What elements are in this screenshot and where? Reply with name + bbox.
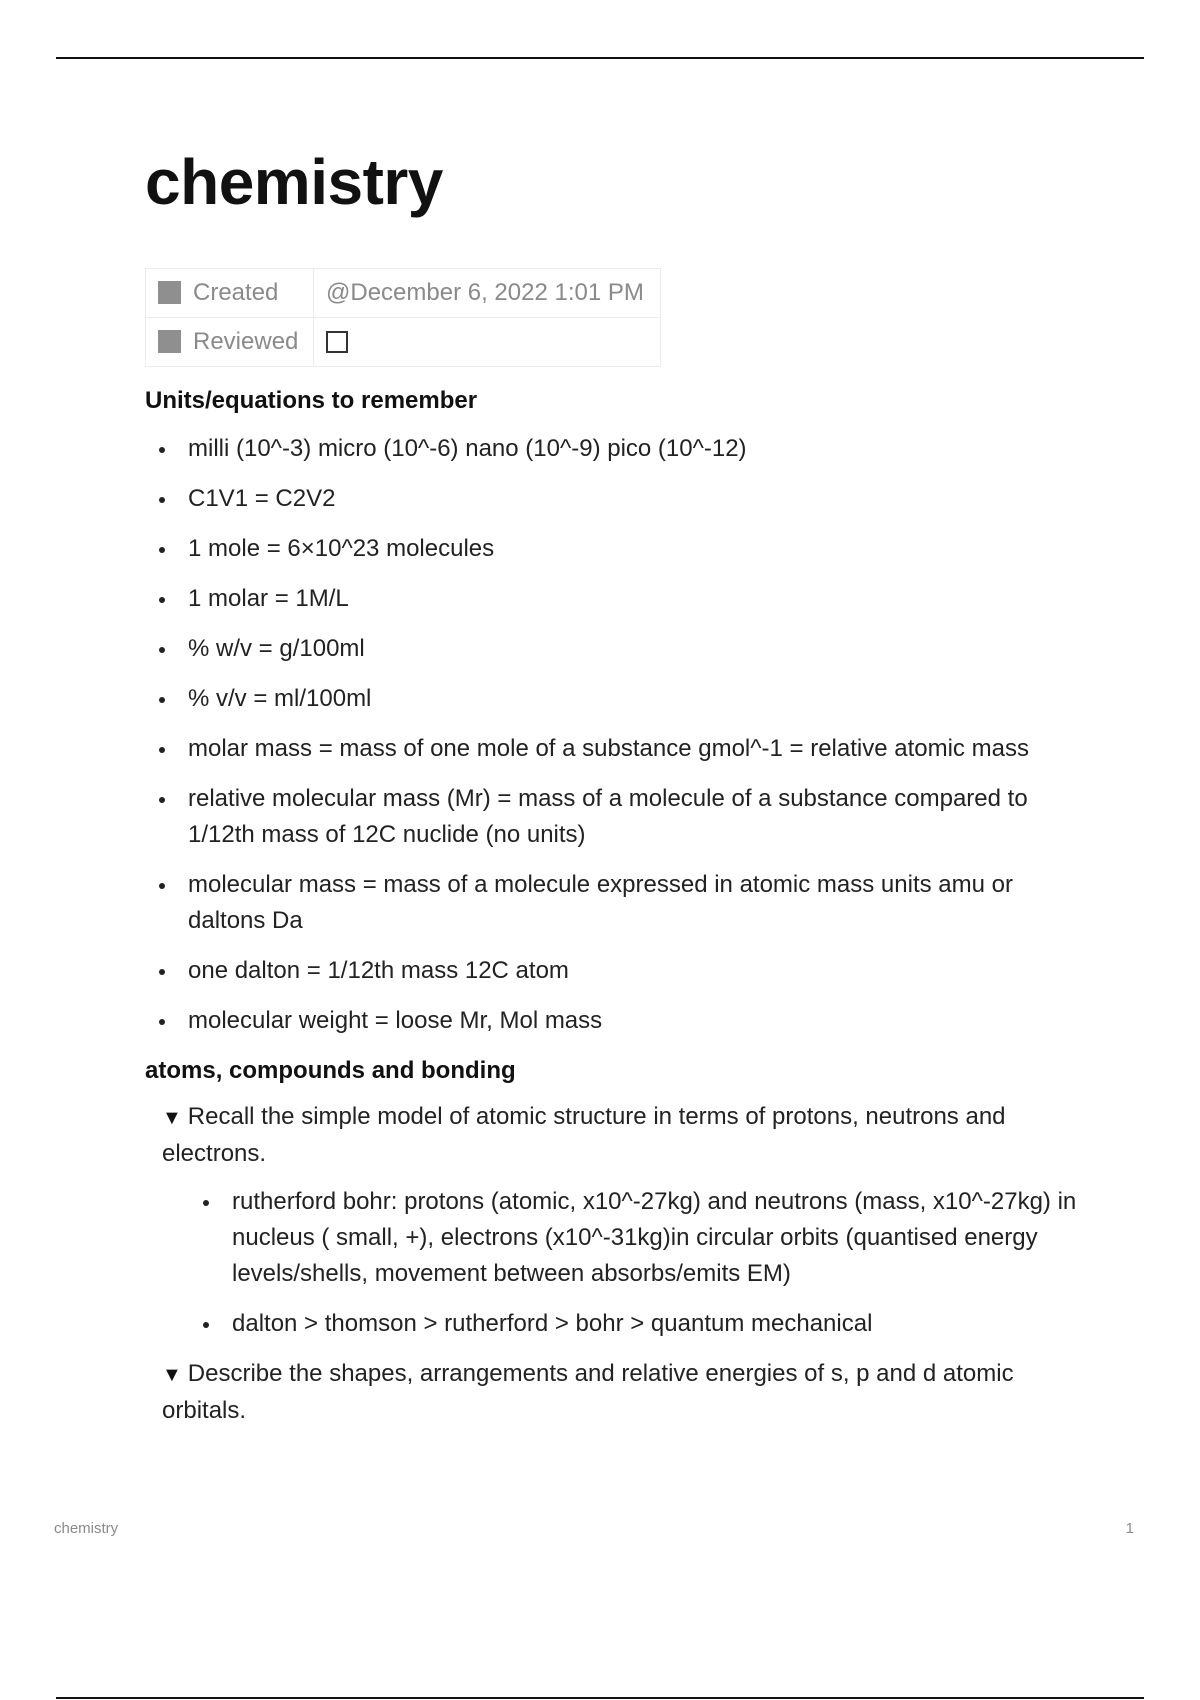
property-value-reviewed xyxy=(314,318,661,367)
toggle-header xyxy=(162,1356,1095,1429)
text-property-icon xyxy=(158,281,181,304)
section-heading-atoms: atoms, compounds and bonding xyxy=(145,1057,516,1084)
toggle-block-orbitals xyxy=(162,1356,1095,1429)
list-item: one dalton = 1/12th mass 12C atom xyxy=(145,953,1095,989)
bottom-rule xyxy=(56,1697,1144,1699)
properties-table xyxy=(145,268,661,367)
list-item: % w/v = g/100ml xyxy=(145,631,1095,667)
checkbox-property-icon xyxy=(158,330,181,353)
list-item: 1 mole = 6×10^23 molecules xyxy=(145,531,1095,567)
list-item: milli (10^-3) micro (10^-6) nano (10^-9) pico (10^-12) xyxy=(145,431,1095,467)
list-item: molar mass = mass of one mole of a substance gmol^-1 = relative atomic mass xyxy=(145,731,1095,767)
property-label-created: Created xyxy=(193,279,279,306)
property-row-created xyxy=(146,269,661,318)
list-item: dalton > thomson > rutherford > bohr > quantum mechanical xyxy=(189,1306,1095,1342)
list-item: 1 molar = 1M/L xyxy=(145,581,1095,617)
property-value-created[interactable]: @December 6, 2022 1:01 PM xyxy=(314,269,661,318)
footer-document-name: chemistry xyxy=(54,1520,119,1537)
property-label-cell xyxy=(146,269,314,318)
footer-page-number: 1 xyxy=(1125,1520,1134,1537)
list-item: rutherford bohr: protons (atomic, x10^-27kg) and neutrons (mass, x10^-27kg) in nucleus ( small, +), electrons (x10^-31kg)in circular orbits (quantised energy levels/shells, movement between absorbs/emits EM) xyxy=(189,1184,1095,1292)
list-item: C1V1 = C2V2 xyxy=(145,481,1095,517)
list-item: molecular weight = loose Mr, Mol mass xyxy=(145,1003,1095,1039)
toggle-block-atomic-structure xyxy=(162,1099,1095,1342)
toggle-list xyxy=(189,1184,1095,1342)
section-heading-units: Units/equations to remember xyxy=(145,387,478,414)
toggle-triangle-icon[interactable]: ▼ xyxy=(162,1364,182,1386)
property-row-reviewed xyxy=(146,318,661,367)
reviewed-checkbox[interactable] xyxy=(326,331,348,353)
toggle-triangle-icon[interactable]: ▼ xyxy=(162,1107,182,1129)
toggle-header xyxy=(162,1099,1095,1172)
units-list xyxy=(145,431,1095,1039)
top-rule xyxy=(56,57,1144,59)
list-item: % v/v = ml/100ml xyxy=(145,681,1095,717)
list-item: molecular mass = mass of a molecule expressed in atomic mass units amu or daltons Da xyxy=(145,867,1095,939)
toggle-title: Recall the simple model of atomic structure in terms of protons, neutrons and electrons. xyxy=(162,1103,1006,1167)
page-content xyxy=(145,140,1095,1429)
property-label-cell xyxy=(146,318,314,367)
page-title: chemistry xyxy=(145,146,443,218)
property-label-reviewed: Reviewed xyxy=(193,328,299,355)
toggle-title: Describe the shapes, arrangements and relative energies of s, p and d atomic orbitals. xyxy=(162,1360,1014,1424)
list-item: relative molecular mass (Mr) = mass of a molecule of a substance compared to 1/12th mass of 12C nuclide (no units) xyxy=(145,781,1095,853)
